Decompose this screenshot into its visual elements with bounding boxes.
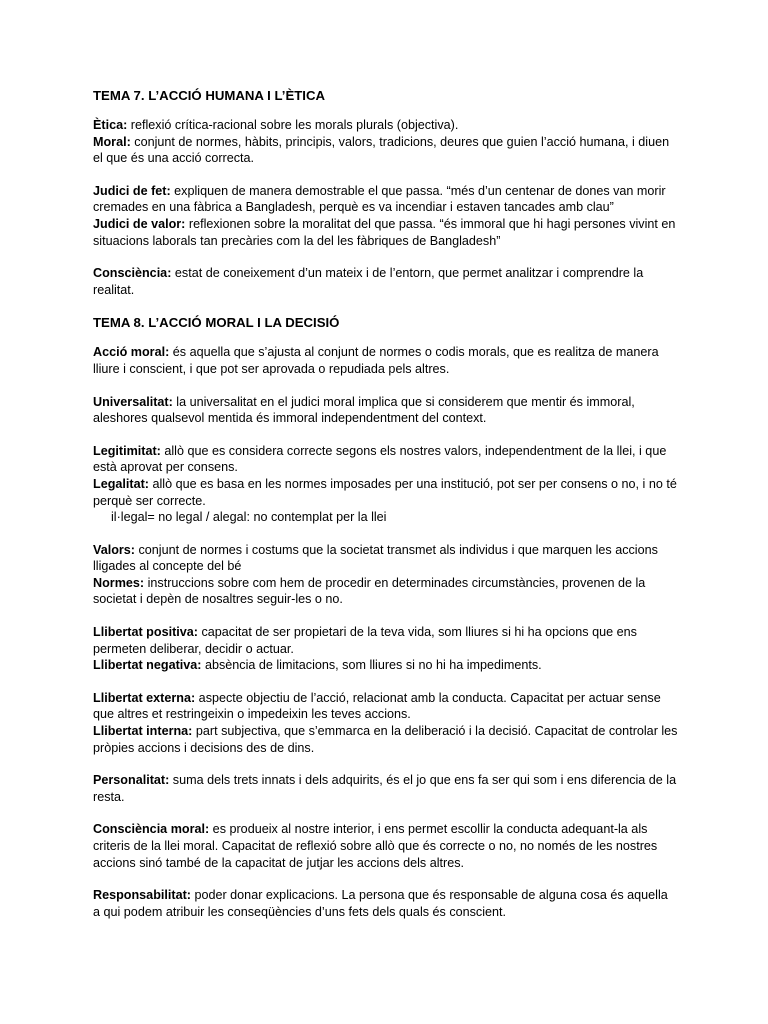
definition-entry bbox=[93, 690, 678, 723]
definition-entry bbox=[93, 265, 678, 298]
definition-paragraph bbox=[93, 117, 678, 167]
definition-paragraph bbox=[93, 344, 678, 377]
definition-entry bbox=[93, 772, 678, 805]
definition-term: Llibertat interna: bbox=[93, 724, 193, 739]
definition-text: poder donar explicacions. La persona que és responsable de alguna cosa és aquella a qui podem atribuir les conseqüències d’uns fets dels quals és conscient. bbox=[93, 888, 668, 919]
definition-paragraph bbox=[93, 772, 678, 805]
definition-paragraph bbox=[93, 265, 678, 298]
definition-text: capacitat de ser propietari de la teva vida, som lliures si hi ha opcions que ens permeten deliberar, decidir o actuar. bbox=[93, 625, 637, 656]
definition-text: reflexió crítica-racional sobre les morals plurals (objectiva). bbox=[127, 118, 459, 132]
definition-paragraph bbox=[93, 443, 678, 526]
definition-entry bbox=[93, 476, 678, 509]
definition-entry bbox=[93, 394, 678, 427]
definition-paragraph bbox=[93, 690, 678, 756]
definition-paragraph bbox=[93, 887, 678, 920]
definition-entry bbox=[93, 183, 678, 216]
definition-term: Responsabilitat: bbox=[93, 888, 191, 903]
definition-text: expliquen de manera demostrable el que passa. “més d’un centenar de dones van morir cremades en una fàbrica a Bangladesh, perquè es va incendiar i estaven tancades amb clau” bbox=[93, 183, 666, 215]
definition-text: part subjectiva, que s’emmarca en la deliberació i la decisió. Capacitat de controlar les pròpies accions i decisions des de dins. bbox=[93, 724, 678, 755]
definition-paragraph bbox=[93, 624, 678, 674]
definition-text: conjunt de normes i costums que la societat transmet als individus i que marquen les accions lligades al concepte del bé bbox=[93, 542, 658, 574]
definition-entry bbox=[93, 344, 678, 377]
definition-term: Moral: bbox=[93, 134, 131, 149]
definition-text: aspecte objectiu de l’acció, relacionat amb la conducta. Capacitat per actuar sense que altres et restringeixin o impedeixin les teves accions. bbox=[93, 690, 661, 722]
definition-text: es produeix al nostre interior, i ens permet escollir la conducta adequant-la als criteris de la llei moral. Capacitat de reflexió sobre allò que és correcte o no, no només de les nostres accions sinó també de la capacitat de jutjar les accions dels altres. bbox=[93, 822, 658, 870]
definition-paragraph bbox=[93, 394, 678, 427]
definition-text: allò que es considera correcte segons els nostres valors, independentment de la llei, i que està aprovat per consens. bbox=[93, 443, 667, 475]
definition-term: Ètica: bbox=[93, 118, 128, 132]
definition-term: Llibertat externa: bbox=[93, 690, 196, 705]
section-heading: TEMA 8. L’ACCIÓ MORAL I LA DECISIÓ bbox=[93, 315, 340, 331]
definition-text: suma dels trets innats i dels adquirits, és el jo que ens fa ser qui som i ens diferencia de la resta. bbox=[93, 773, 677, 804]
definition-term: Universalitat: bbox=[93, 394, 173, 409]
definition-text: reflexionen sobre la moralitat del que passa. “és immoral que hi hagi persones vivint en situacions laborals tan precàries com la del les fàbriques de Bangladesh” bbox=[93, 216, 676, 248]
definition-text: estat de coneixement d’un mateix i de l’entorn, que permet analitzar i comprendre la realitat. bbox=[93, 266, 644, 297]
definition-term: Judici de fet: bbox=[93, 183, 171, 198]
definition-entry bbox=[93, 216, 678, 249]
definition-text: absència de limitacions, som lliures si no hi ha impediments. bbox=[201, 658, 542, 673]
definition-entry bbox=[93, 134, 678, 167]
definition-paragraph bbox=[93, 821, 678, 871]
definition-entry bbox=[93, 821, 678, 871]
definition-text: és aquella que s’ajusta al conjunt de normes o codis morals, que es realitza de manera lliure i conscient, i que pot ser aprovada o repudiada pels altres. bbox=[93, 345, 659, 376]
definition-term: Llibertat positiva: bbox=[93, 625, 198, 640]
definition-entry bbox=[93, 624, 678, 657]
definition-entry bbox=[93, 575, 678, 608]
definition-term: Normes: bbox=[93, 575, 145, 590]
definition-term: Consciència moral: bbox=[93, 822, 210, 837]
definition-term: Personalitat: bbox=[93, 773, 170, 788]
definition-term: Acció moral: bbox=[93, 345, 170, 360]
definition-text: instruccions sobre com hem de procedir en determinades circumstàncies, provenen de la societat i depèn de nosaltres seguir-les o no. bbox=[93, 575, 646, 607]
definition-entry bbox=[93, 887, 678, 920]
definition-text: allò que es basa en les normes imposades per una institució, pot ser per consens o no, i no té perquè ser correcte. bbox=[93, 476, 677, 508]
definition-paragraph bbox=[93, 542, 678, 608]
definition-text: il·legal= no legal / alegal: no contemplat per la llei bbox=[111, 510, 387, 525]
section-heading: TEMA 7. L’ACCIÓ HUMANA I L’ÈTICA bbox=[93, 88, 326, 103]
definition-term: Legalitat: bbox=[93, 476, 149, 491]
definition-text: conjunt de normes, hàbits, principis, valors, tradicions, deures que guien l’acció humana, i diuen el que és una acció correcta. bbox=[93, 134, 670, 166]
definition-term: Llibertat negativa: bbox=[93, 658, 202, 673]
definition-paragraph bbox=[93, 183, 678, 249]
definition-entry bbox=[93, 723, 678, 756]
note-line bbox=[93, 509, 678, 526]
definition-term: Judici de valor: bbox=[93, 216, 186, 231]
definition-text: la universalitat en el judici moral implica que si considerem que mentir és immoral, aleshores qualsevol mentida és immoral independentment del context. bbox=[93, 394, 635, 426]
definition-term: Legitimitat: bbox=[93, 443, 161, 458]
definition-entry bbox=[93, 657, 678, 674]
definition-entry bbox=[93, 117, 678, 134]
definition-term: Consciència: bbox=[93, 266, 172, 281]
document-page bbox=[93, 87, 678, 936]
definition-entry bbox=[93, 443, 678, 476]
definition-term: Valors: bbox=[93, 542, 135, 557]
definition-entry bbox=[93, 542, 678, 575]
